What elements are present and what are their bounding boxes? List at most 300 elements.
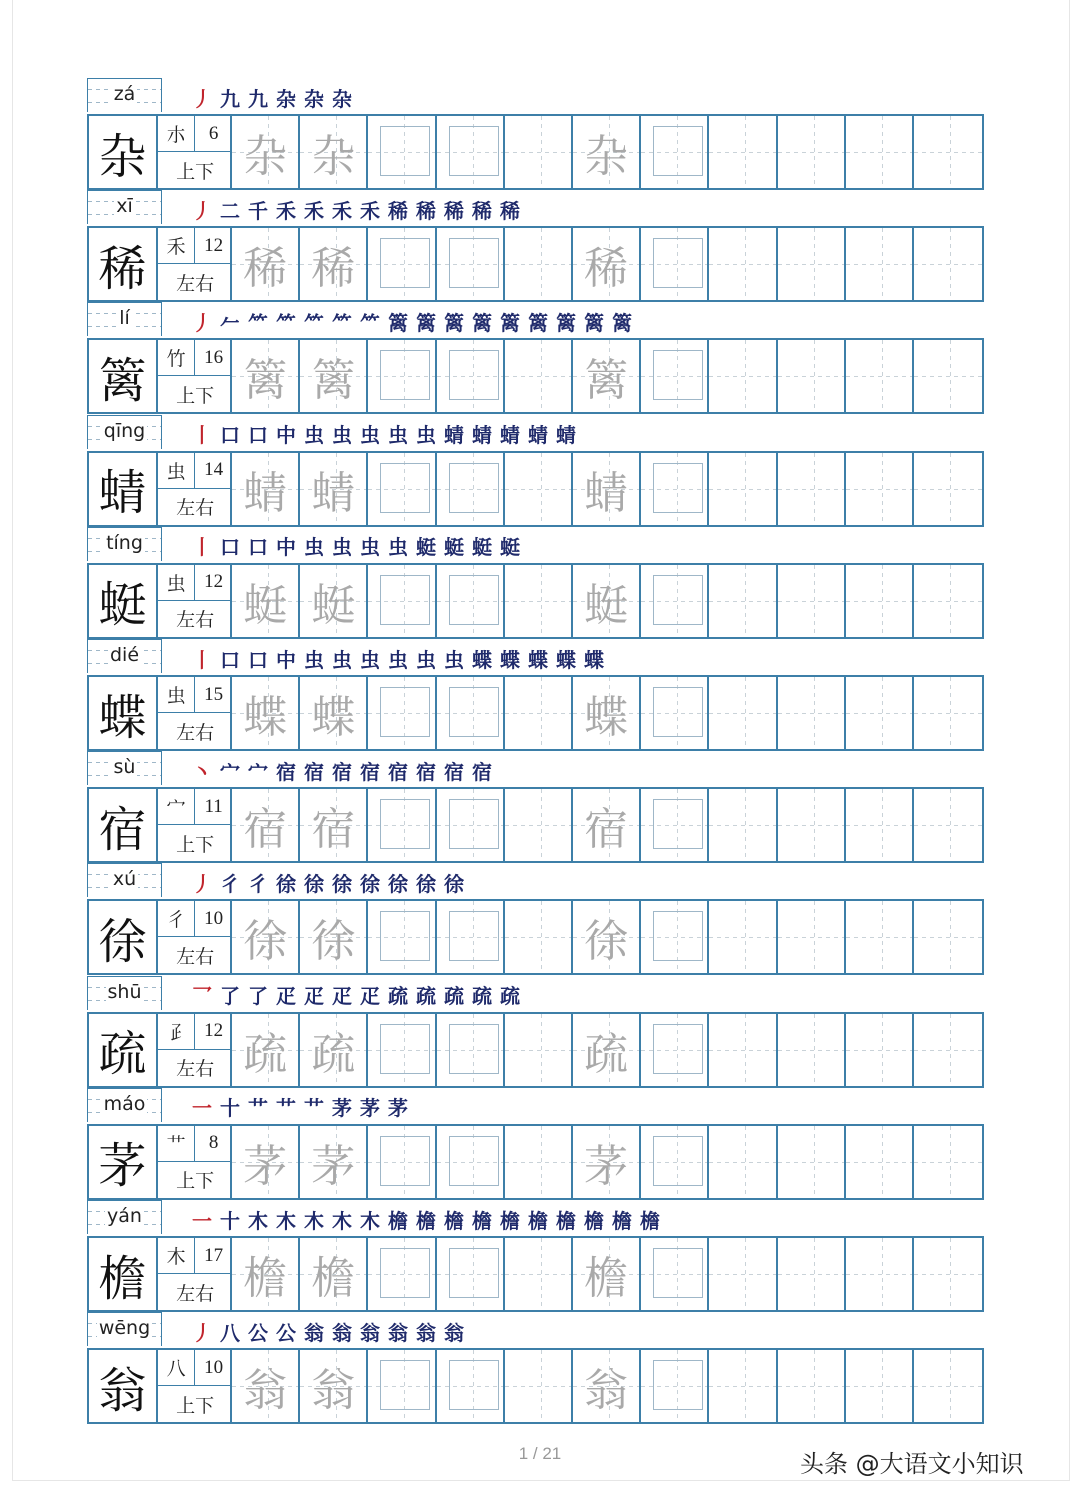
stroke-count: 17 bbox=[195, 1238, 232, 1274]
stroke-step: 稀 bbox=[444, 198, 464, 223]
character-row bbox=[87, 1012, 984, 1088]
practice-cell[interactable] bbox=[437, 116, 505, 188]
stroke-step: 口 bbox=[220, 423, 240, 448]
stroke-step: 中 bbox=[276, 535, 296, 560]
stroke-step: 徐 bbox=[360, 871, 380, 896]
stroke-step: 了 bbox=[248, 984, 268, 1009]
practice-cell[interactable] bbox=[368, 789, 436, 861]
practice-cell[interactable] bbox=[573, 228, 641, 300]
practice-cell[interactable] bbox=[641, 789, 709, 861]
inner-writing-box bbox=[380, 350, 430, 400]
practice-cell[interactable] bbox=[778, 116, 846, 188]
practice-cell[interactable] bbox=[846, 1126, 914, 1198]
character-info bbox=[158, 116, 232, 188]
practice-cell[interactable] bbox=[437, 789, 505, 861]
practice-cell[interactable] bbox=[641, 565, 709, 637]
stroke-step: 蝶 bbox=[472, 647, 492, 672]
practice-cell[interactable] bbox=[232, 1350, 300, 1422]
stroke-step: 篱 bbox=[556, 310, 576, 335]
practice-cell[interactable] bbox=[368, 565, 436, 637]
practice-cell[interactable] bbox=[778, 1350, 846, 1422]
inner-writing-box bbox=[380, 1360, 430, 1410]
practice-cell[interactable] bbox=[778, 789, 846, 861]
stroke-step: 篱 bbox=[528, 310, 548, 335]
practice-cell[interactable] bbox=[914, 340, 982, 412]
practice-cell[interactable] bbox=[505, 677, 573, 749]
stroke-step: 蝶 bbox=[556, 647, 576, 672]
stroke-step: 木 bbox=[248, 1208, 268, 1233]
practice-cell[interactable] bbox=[914, 565, 982, 637]
practice-cell[interactable] bbox=[914, 228, 982, 300]
practice-cell[interactable] bbox=[709, 1238, 777, 1310]
practice-cell[interactable] bbox=[573, 116, 641, 188]
practice-cell[interactable] bbox=[437, 340, 505, 412]
radical-label: 禾 bbox=[158, 228, 195, 264]
inner-writing-box bbox=[380, 911, 430, 961]
practice-cell[interactable] bbox=[641, 1350, 709, 1422]
inner-writing-box bbox=[653, 1024, 703, 1074]
practice-cell[interactable] bbox=[368, 901, 436, 973]
practice-cell[interactable] bbox=[641, 1238, 709, 1310]
practice-cell[interactable] bbox=[232, 677, 300, 749]
practice-cell[interactable] bbox=[709, 565, 777, 637]
radical-label: 艹 bbox=[158, 1126, 195, 1162]
practice-cell[interactable] bbox=[232, 1126, 300, 1198]
practice-cell[interactable] bbox=[232, 565, 300, 637]
trace-character: 茅 bbox=[584, 1140, 629, 1192]
practice-cell[interactable] bbox=[437, 1014, 505, 1086]
pinyin-text: qīng bbox=[103, 419, 146, 442]
character-row bbox=[87, 787, 984, 863]
stroke-step: 翁 bbox=[416, 1320, 436, 1345]
trace-character: 蜓 bbox=[243, 579, 288, 631]
practice-cell[interactable] bbox=[437, 453, 505, 525]
practice-cell[interactable] bbox=[300, 901, 368, 973]
stroke-step: 木 bbox=[360, 1208, 380, 1233]
trace-character: 翁 bbox=[311, 1365, 356, 1417]
practice-cell[interactable] bbox=[368, 1126, 436, 1198]
practice-cell[interactable] bbox=[846, 901, 914, 973]
practice-cell[interactable] bbox=[914, 1350, 982, 1422]
stroke-step: 艹 bbox=[276, 1096, 296, 1121]
practice-cell[interactable] bbox=[232, 901, 300, 973]
practice-cell[interactable] bbox=[846, 340, 914, 412]
trace-character: 杂 bbox=[311, 131, 356, 182]
stroke-step: 禾 bbox=[304, 198, 324, 223]
stroke-step: 虫 bbox=[444, 647, 464, 672]
trace-character: 疏 bbox=[311, 1028, 356, 1080]
inner-writing-box bbox=[653, 1248, 703, 1298]
inner-writing-box bbox=[380, 1248, 430, 1298]
stroke-step: 宿 bbox=[332, 759, 352, 784]
stroke-step: 蜓 bbox=[472, 535, 492, 560]
trace-character: 疏 bbox=[243, 1028, 288, 1080]
stroke-step: 十 bbox=[220, 1096, 240, 1121]
practice-cell[interactable] bbox=[778, 453, 846, 525]
stroke-step: 徐 bbox=[416, 871, 436, 896]
practice-cell[interactable] bbox=[846, 116, 914, 188]
stroke-step: 丿 bbox=[192, 198, 212, 223]
character-row bbox=[87, 1236, 984, 1312]
practice-cell[interactable] bbox=[300, 1350, 368, 1422]
practice-cell[interactable] bbox=[914, 453, 982, 525]
stroke-step: 了 bbox=[220, 984, 240, 1009]
stroke-step: 𠂉 bbox=[220, 310, 240, 335]
practice-cell[interactable] bbox=[300, 1126, 368, 1198]
trace-character: 茅 bbox=[311, 1140, 356, 1192]
inner-writing-box bbox=[653, 687, 703, 737]
stroke-count: 8 bbox=[195, 1126, 232, 1162]
inner-writing-box bbox=[380, 687, 430, 737]
practice-cell[interactable] bbox=[778, 1238, 846, 1310]
stroke-step: 徐 bbox=[332, 871, 352, 896]
practice-cell[interactable] bbox=[846, 1350, 914, 1422]
stroke-step: 茅 bbox=[360, 1096, 380, 1121]
stroke-step: 一 bbox=[192, 1208, 212, 1233]
practice-cell[interactable] bbox=[300, 789, 368, 861]
stroke-step: 疋 bbox=[304, 984, 324, 1009]
stroke-step: 十 bbox=[220, 1208, 240, 1233]
trace-character: 蝶 bbox=[584, 692, 629, 743]
practice-cell[interactable] bbox=[709, 901, 777, 973]
inner-writing-box bbox=[380, 1024, 430, 1074]
stroke-step: 丨 bbox=[192, 535, 212, 560]
stroke-step: 檐 bbox=[444, 1208, 464, 1233]
inner-writing-box bbox=[449, 1024, 499, 1074]
stroke-step: 中 bbox=[276, 647, 296, 672]
practice-cell[interactable] bbox=[300, 1238, 368, 1310]
stroke-step: 九 bbox=[220, 86, 240, 111]
stroke-step: ⺮ bbox=[332, 310, 352, 335]
practice-cell[interactable] bbox=[641, 340, 709, 412]
practice-cell[interactable] bbox=[505, 1126, 573, 1198]
stroke-order bbox=[190, 643, 606, 673]
practice-cell[interactable] bbox=[232, 789, 300, 861]
inner-writing-box bbox=[449, 1360, 499, 1410]
practice-cell[interactable] bbox=[914, 789, 982, 861]
trace-character: 宿 bbox=[584, 804, 629, 856]
stroke-step: 篱 bbox=[416, 310, 436, 335]
practice-cell[interactable] bbox=[914, 1238, 982, 1310]
character-row bbox=[87, 114, 984, 190]
stroke-step: ⺮ bbox=[360, 310, 380, 335]
practice-cell[interactable] bbox=[368, 340, 436, 412]
practice-cell[interactable] bbox=[300, 116, 368, 188]
structure-label: 上下 bbox=[176, 160, 215, 183]
trace-character: 宿 bbox=[243, 804, 288, 856]
main-character: 篱 bbox=[89, 340, 158, 412]
practice-cell[interactable] bbox=[232, 116, 300, 188]
trace-character: 稀 bbox=[584, 243, 629, 295]
page-number: 1 / 21 bbox=[518, 1444, 562, 1463]
practice-cell[interactable] bbox=[846, 228, 914, 300]
stroke-step: 蝶 bbox=[500, 647, 520, 672]
stroke-step: 二 bbox=[220, 198, 240, 223]
practice-cell[interactable] bbox=[437, 677, 505, 749]
character-row bbox=[87, 1124, 984, 1200]
practice-cell[interactable] bbox=[437, 1126, 505, 1198]
practice-cell[interactable] bbox=[778, 901, 846, 973]
inner-writing-box bbox=[653, 911, 703, 961]
practice-cell[interactable] bbox=[505, 901, 573, 973]
stroke-count: 12 bbox=[195, 565, 232, 601]
stroke-step: 中 bbox=[276, 423, 296, 448]
stroke-step: 稀 bbox=[472, 198, 492, 223]
practice-cell[interactable] bbox=[573, 453, 641, 525]
stroke-step: 檐 bbox=[584, 1208, 604, 1233]
stroke-step: 虫 bbox=[416, 423, 436, 448]
pinyin-cell bbox=[87, 639, 162, 673]
practice-cell[interactable] bbox=[505, 1350, 573, 1422]
stroke-step: 篱 bbox=[388, 310, 408, 335]
practice-cell[interactable] bbox=[641, 677, 709, 749]
practice-cell[interactable] bbox=[641, 453, 709, 525]
practice-cell[interactable] bbox=[914, 901, 982, 973]
main-character: 宿 bbox=[89, 789, 158, 861]
inner-writing-box bbox=[449, 463, 499, 513]
stroke-order bbox=[190, 531, 522, 561]
stroke-order bbox=[190, 82, 354, 112]
trace-character: 茅 bbox=[243, 1140, 288, 1192]
practice-cell[interactable] bbox=[778, 228, 846, 300]
stroke-step: 蜓 bbox=[500, 535, 520, 560]
practice-cell[interactable] bbox=[437, 901, 505, 973]
stroke-step: 宿 bbox=[444, 759, 464, 784]
practice-cell[interactable] bbox=[846, 453, 914, 525]
practice-cell[interactable] bbox=[846, 565, 914, 637]
practice-cell[interactable] bbox=[368, 228, 436, 300]
stroke-step: 木 bbox=[304, 1208, 324, 1233]
practice-cell[interactable] bbox=[573, 1126, 641, 1198]
stroke-step: 蝶 bbox=[584, 647, 604, 672]
practice-cell[interactable] bbox=[300, 1014, 368, 1086]
practice-cell[interactable] bbox=[778, 340, 846, 412]
practice-cell[interactable] bbox=[505, 789, 573, 861]
radical-label: 朩 bbox=[158, 116, 195, 152]
practice-cell[interactable] bbox=[641, 1014, 709, 1086]
structure-label: 左右 bbox=[176, 945, 215, 968]
practice-cell[interactable] bbox=[709, 789, 777, 861]
pinyin-cell bbox=[87, 78, 162, 112]
pinyin-cell bbox=[87, 190, 162, 224]
practice-cell[interactable] bbox=[437, 1238, 505, 1310]
practice-cell[interactable] bbox=[846, 1014, 914, 1086]
stroke-step: 檐 bbox=[528, 1208, 548, 1233]
stroke-step: 翁 bbox=[360, 1320, 380, 1345]
practice-cell[interactable] bbox=[300, 565, 368, 637]
practice-cell[interactable] bbox=[505, 453, 573, 525]
practice-cell[interactable] bbox=[709, 340, 777, 412]
practice-cell[interactable] bbox=[914, 1126, 982, 1198]
practice-cell[interactable] bbox=[437, 228, 505, 300]
inner-writing-box bbox=[449, 911, 499, 961]
practice-cell[interactable] bbox=[300, 228, 368, 300]
trace-character: 翁 bbox=[243, 1365, 288, 1417]
stroke-step: 禾 bbox=[332, 198, 352, 223]
pinyin-text: dié bbox=[109, 644, 140, 666]
practice-cell[interactable] bbox=[846, 677, 914, 749]
pinyin-cell bbox=[87, 415, 162, 449]
practice-cell[interactable] bbox=[300, 340, 368, 412]
structure-label: 左右 bbox=[176, 1058, 215, 1081]
practice-cell[interactable] bbox=[641, 1126, 709, 1198]
stroke-step: 口 bbox=[248, 535, 268, 560]
stroke-step: 宿 bbox=[388, 759, 408, 784]
practice-cell[interactable] bbox=[573, 677, 641, 749]
practice-cell[interactable] bbox=[641, 228, 709, 300]
practice-cell[interactable] bbox=[709, 677, 777, 749]
practice-cell[interactable] bbox=[368, 1350, 436, 1422]
structure-label: 上下 bbox=[176, 384, 215, 407]
stroke-step: 篱 bbox=[472, 310, 492, 335]
trace-character: 宿 bbox=[311, 804, 356, 856]
trace-character: 蝶 bbox=[243, 692, 288, 743]
practice-cell[interactable] bbox=[573, 1014, 641, 1086]
practice-cell[interactable] bbox=[573, 789, 641, 861]
stroke-step: 蝶 bbox=[528, 647, 548, 672]
trace-character: 檐 bbox=[584, 1253, 629, 1304]
practice-cell[interactable] bbox=[300, 677, 368, 749]
character-row bbox=[87, 563, 984, 639]
practice-cell[interactable] bbox=[232, 1014, 300, 1086]
practice-cell[interactable] bbox=[573, 565, 641, 637]
inner-writing-box bbox=[380, 238, 430, 288]
inner-writing-box bbox=[449, 687, 499, 737]
practice-cell[interactable] bbox=[232, 340, 300, 412]
stroke-step: 檐 bbox=[416, 1208, 436, 1233]
radical-label: 木 bbox=[158, 1238, 195, 1274]
practice-cell[interactable] bbox=[914, 1014, 982, 1086]
stroke-order bbox=[190, 194, 522, 224]
inner-writing-box bbox=[449, 1248, 499, 1298]
character-row bbox=[87, 451, 984, 527]
practice-cell[interactable] bbox=[914, 677, 982, 749]
stroke-step: 虫 bbox=[304, 423, 324, 448]
practice-cell[interactable] bbox=[641, 116, 709, 188]
practice-cell[interactable] bbox=[573, 901, 641, 973]
stroke-count: 10 bbox=[195, 1350, 232, 1386]
stroke-step: 翁 bbox=[332, 1320, 352, 1345]
trace-character: 檐 bbox=[311, 1253, 356, 1304]
main-character: 疏 bbox=[89, 1014, 158, 1086]
practice-cell[interactable] bbox=[368, 1014, 436, 1086]
stroke-count: 11 bbox=[195, 789, 232, 825]
practice-cell[interactable] bbox=[709, 116, 777, 188]
practice-cell[interactable] bbox=[232, 228, 300, 300]
character-info bbox=[158, 677, 232, 749]
practice-cell[interactable] bbox=[914, 116, 982, 188]
stroke-step: 疏 bbox=[416, 984, 436, 1009]
stroke-step: 徐 bbox=[444, 871, 464, 896]
stroke-step: 疏 bbox=[388, 984, 408, 1009]
character-row bbox=[87, 338, 984, 414]
practice-cell[interactable] bbox=[368, 116, 436, 188]
trace-character: 篱 bbox=[243, 355, 288, 407]
character-info bbox=[158, 453, 232, 525]
practice-cell[interactable] bbox=[505, 565, 573, 637]
practice-cell[interactable] bbox=[846, 1238, 914, 1310]
trace-character: 翁 bbox=[584, 1365, 629, 1417]
practice-cell[interactable] bbox=[300, 453, 368, 525]
practice-cell[interactable] bbox=[573, 1238, 641, 1310]
practice-cell[interactable] bbox=[232, 1238, 300, 1310]
inner-writing-box bbox=[653, 350, 703, 400]
stroke-count: 12 bbox=[195, 228, 232, 264]
practice-cell[interactable] bbox=[709, 228, 777, 300]
practice-cell[interactable] bbox=[641, 901, 709, 973]
watermark: 头条 @大语文小知识 bbox=[800, 1450, 1024, 1478]
practice-cell[interactable] bbox=[505, 1014, 573, 1086]
radical-label: 彳 bbox=[158, 901, 195, 937]
practice-cell[interactable] bbox=[368, 1238, 436, 1310]
practice-cell[interactable] bbox=[778, 1014, 846, 1086]
practice-cell[interactable] bbox=[709, 1126, 777, 1198]
stroke-step: 稀 bbox=[500, 198, 520, 223]
pinyin-cell bbox=[87, 527, 162, 561]
practice-cell[interactable] bbox=[778, 565, 846, 637]
stroke-count: 12 bbox=[195, 1014, 232, 1050]
stroke-step: 虫 bbox=[360, 423, 380, 448]
stroke-step: 木 bbox=[332, 1208, 352, 1233]
practice-cell[interactable] bbox=[505, 1238, 573, 1310]
trace-character: 蜻 bbox=[243, 467, 288, 519]
practice-cell[interactable] bbox=[437, 1350, 505, 1422]
trace-character: 蜓 bbox=[311, 579, 356, 631]
main-character: 茅 bbox=[89, 1126, 158, 1198]
practice-cell[interactable] bbox=[505, 340, 573, 412]
radical-label: 虫 bbox=[158, 453, 195, 489]
stroke-step: 艹 bbox=[248, 1096, 268, 1121]
practice-cell[interactable] bbox=[709, 1350, 777, 1422]
practice-cell[interactable] bbox=[778, 677, 846, 749]
inner-writing-box bbox=[653, 799, 703, 849]
practice-cell[interactable] bbox=[573, 1350, 641, 1422]
structure-label: 左右 bbox=[176, 272, 215, 295]
stroke-step: 艹 bbox=[304, 1096, 324, 1121]
character-info bbox=[158, 1350, 232, 1422]
trace-character: 蜻 bbox=[311, 467, 356, 519]
structure-label: 左右 bbox=[176, 609, 215, 632]
stroke-count: 15 bbox=[195, 677, 232, 713]
practice-cell[interactable] bbox=[505, 228, 573, 300]
stroke-step: 九 bbox=[248, 86, 268, 111]
trace-character: 檐 bbox=[243, 1253, 288, 1304]
practice-cell[interactable] bbox=[709, 453, 777, 525]
practice-cell[interactable] bbox=[846, 789, 914, 861]
stroke-step: 蜻 bbox=[528, 423, 548, 448]
stroke-step: 丨 bbox=[192, 647, 212, 672]
stroke-step: ⺮ bbox=[304, 310, 324, 335]
stroke-order bbox=[190, 1204, 662, 1234]
stroke-step: ⺮ bbox=[276, 310, 296, 335]
practice-cell[interactable] bbox=[437, 565, 505, 637]
stroke-step: 疏 bbox=[500, 984, 520, 1009]
trace-character: 蜓 bbox=[584, 579, 629, 631]
pinyin-cell bbox=[87, 1312, 162, 1346]
stroke-step: 疋 bbox=[276, 984, 296, 1009]
stroke-step: 稀 bbox=[416, 198, 436, 223]
inner-writing-box bbox=[653, 1136, 703, 1186]
pinyin-cell bbox=[87, 1200, 162, 1234]
practice-cell[interactable] bbox=[368, 453, 436, 525]
practice-cell[interactable] bbox=[573, 340, 641, 412]
trace-character: 杂 bbox=[243, 131, 288, 182]
practice-cell[interactable] bbox=[505, 116, 573, 188]
practice-cell[interactable] bbox=[232, 453, 300, 525]
practice-cell[interactable] bbox=[778, 1126, 846, 1198]
practice-cell[interactable] bbox=[709, 1014, 777, 1086]
practice-cell[interactable] bbox=[368, 677, 436, 749]
